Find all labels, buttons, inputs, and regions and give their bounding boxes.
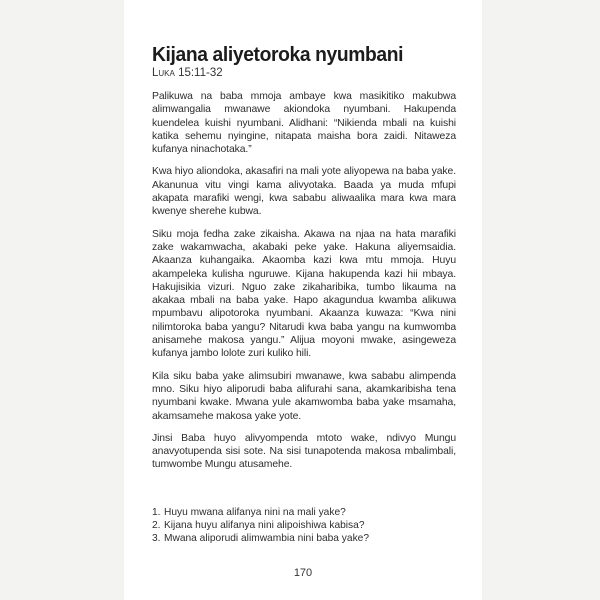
question-text: Kijana huyu alifanya nini alipoishiwa kabisa? xyxy=(164,520,365,531)
question-item xyxy=(152,519,456,532)
page-number: 170 xyxy=(293,567,313,579)
question-number: 3. xyxy=(152,533,161,544)
question-list xyxy=(152,506,456,545)
question-text: Huyu mwana alifanya nini na mali yake? xyxy=(164,507,346,518)
book-page xyxy=(124,0,482,600)
paragraph: Kwa hiyo aliondoka, akasafiri na mali yote aliyopewa na baba yake. Akanunua vitu vingi kama alivyotaka. Baada ya muda mfupi akapata marafiki wengi, kwa sababu aliwaalika mara kwa mara kwenye sherehe kubwa. xyxy=(152,166,456,218)
reference-book: Luka xyxy=(152,67,175,79)
question-number: 2. xyxy=(152,520,161,531)
bible-reference xyxy=(152,66,456,80)
question-item xyxy=(152,532,456,545)
question-item xyxy=(152,506,456,519)
question-text: Mwana aliporudi alimwambia nini baba yake? xyxy=(164,533,369,544)
paragraph: Palikuwa na baba mmoja ambaye kwa masikitiko makubwa alimwangalia mwanawe akiondoka nyumbani. Hakupenda kuendelea kuishi nyumbani. Alidhani: “Nikienda mbali na kuishi katika sehemu nyingine, nitapata maisha bora zaidi. Nitaweza kufanya ninachotaka.” xyxy=(152,91,456,156)
question-number: 1. xyxy=(152,507,161,518)
reference-verses: 15:11-32 xyxy=(178,67,223,79)
paragraph: Kila siku baba yake alimsubiri mwanawe, kwa sababu alimpenda mno. Siku hiyo aliporudi baba alifurahi sana, akamkaribisha tena nyumbani kwake. Mwana yule akamwomba baba yake msamaha, akamsamehe makosa yake yote. xyxy=(152,370,456,422)
paragraph: Siku moja fedha zake zikaisha. Akawa na njaa na hata marafiki zake wakamwacha, akabaki peke yake. Hakuna aliyemsaidia. Akaanza kuhangaika. Akaomba kazi kwa mtu mmoja. Huyu akampeleka kulisha nguruwe. Kijana hakupenda kazi hii mbaya. Hakujisikia vizuri. Nguo zake zikaharibika, tumbo likauma na akakaa mbali na baba yake. Hapo akagundua kwamba alikuwa mpumbavu alipotoroka nyumbani. Akaanza kuwaza: “Kwa nini nilimtoroka baba yangu? Nitarudi kwa baba yangu na kumwomba anisamehe makosa yangu.” Alijua moyoni mwake, asingeweza kufanya jambo lolote zuri kuliko hili. xyxy=(152,228,456,360)
paragraph: Jinsi Baba huyo alivyompenda mtoto wake, ndivyo Mungu anavyotupenda sisi sote. Na sisi tunapotenda makosa mbalimbali, tumwombe Mungu atusamehe. xyxy=(152,432,456,471)
story-title: Kijana aliyetoroka nyumbani xyxy=(152,43,404,66)
story-content xyxy=(152,44,456,481)
